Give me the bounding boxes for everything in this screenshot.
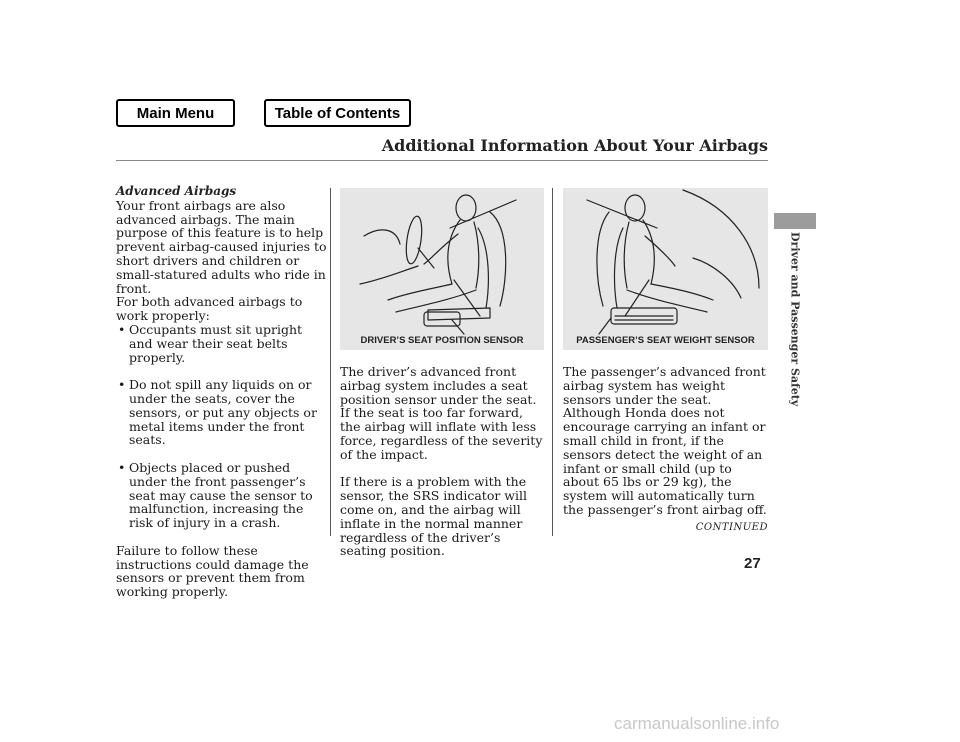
passenger-figure-caption: PASSENGER’S SEAT WEIGHT SENSOR (576, 335, 755, 346)
bullet-icon: • (118, 377, 126, 393)
list-item: • Do not spill any liquids on or under the seats, cover the sensors, or put any objects or metal items under the front seats. (118, 377, 317, 448)
driver-sensor-paragraph: The driver’s advanced front airbag system includes a seat position sensor under the seat. If the seat is too far forward, the airbag will inflate with less force, regardless of the severity of the impact. (340, 364, 543, 462)
list-item: • Objects placed or pushed under the front passenger’s seat may cause the sensor to malfunction, increasing the risk of injury in a crash. (118, 459, 313, 531)
passenger-seat-figure (563, 188, 768, 350)
side-tab-marker (774, 213, 816, 229)
main-menu-button[interactable]: Main Menu (116, 99, 235, 127)
passenger-sensor-paragraph: The passenger’s advanced front airbag system has weight sensors under the seat. Although Honda does not encourage carrying an infant or small child in front, if the sensors detect the weight of an infant or small child (up to about 65 lbs or 29 kg), the system will automatically turn the passenger’s front airbag off. (563, 364, 767, 517)
list-item: • Occupants must sit upright and wear their seat belts properly. (118, 321, 303, 365)
page-title: Additional Information About Your Airbags (381, 136, 768, 155)
page-number: 27 (744, 555, 761, 572)
driver-seat-illustration (340, 188, 544, 350)
column-divider (330, 188, 331, 536)
column-right (563, 365, 768, 517)
bullet-icon: • (118, 459, 126, 475)
passenger-seat-illustration (563, 188, 768, 350)
side-tab-label: Driver and Passenger Safety (788, 232, 802, 407)
bullet-icon: • (118, 321, 126, 337)
watermark: carmanualsonline.info (614, 714, 780, 733)
title-rule (116, 160, 768, 161)
column-middle (340, 365, 544, 558)
section-heading: Advanced Airbags (116, 184, 237, 198)
continued-label: CONTINUED (695, 522, 768, 533)
requirements-list (116, 323, 328, 530)
driver-figure-caption: DRIVER’S SEAT POSITION SENSOR (360, 335, 524, 346)
table-of-contents-button[interactable]: Table of Contents (264, 99, 411, 127)
closing-paragraph: Failure to follow these instructions could damage the sensors or prevent them from working properly. (116, 542, 309, 600)
sensor-problem-paragraph: If there is a problem with the sensor, the SRS indicator will come on, and the airbag will inflate in the normal manner regardless of the driver’s seating position. (340, 474, 527, 559)
column-divider (552, 188, 553, 536)
intro-paragraph: Your front airbags are also advanced airbags. The main purpose of this feature is to help prevent airbag-caused injuries to short drivers and children or small-statured adults who ride in front. (116, 197, 327, 296)
column-left (116, 185, 328, 599)
lead-in-paragraph: For both advanced airbags to work properly: (116, 294, 303, 324)
driver-seat-figure (340, 188, 544, 350)
